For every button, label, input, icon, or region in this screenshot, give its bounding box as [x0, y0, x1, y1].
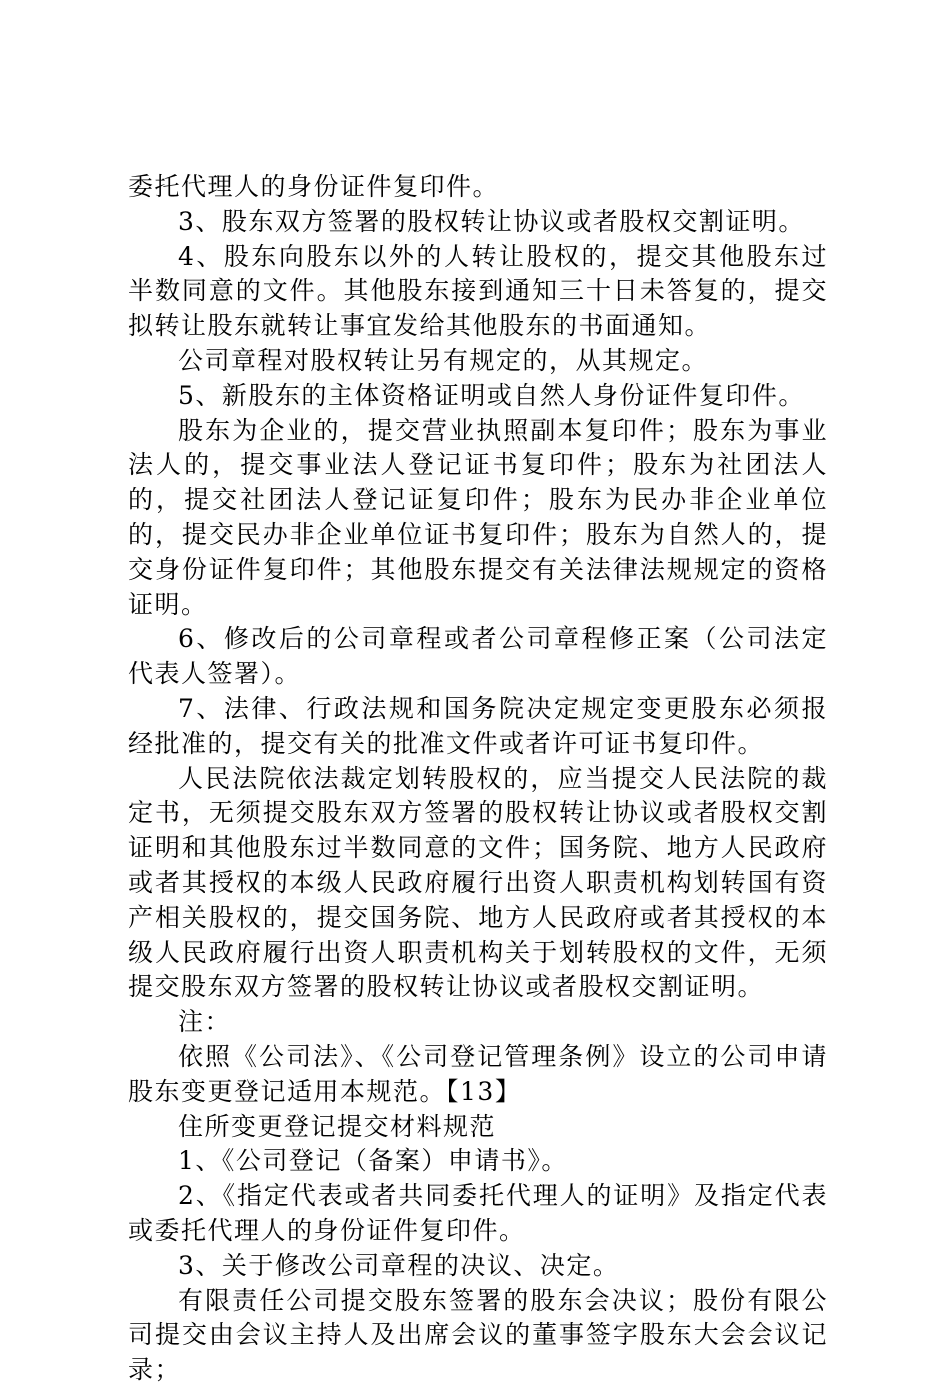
paragraph-0: 委托代理人的身份证件复印件。: [128, 172, 500, 201]
paragraph-7: 7、法律、行政法规和国务院决定规定变更股东必须报经批准的，提交有关的批准文件或者许可证书复印件。: [128, 693, 828, 758]
paragraph-10: 依照《公司法》、《公司登记管理条例》设立的公司申请股东变更登记适用本规范。【13】: [128, 1041, 828, 1106]
paragraph-15: 有限责任公司提交股东签署的股东会决议；股份有限公司提交由会议主持人及出席会议的董事签字股东大会会议记录；: [128, 1285, 828, 1385]
document-body: [128, 170, 828, 1388]
paragraph-12: 1、《公司登记（备案）申请书》。: [178, 1146, 568, 1176]
section-heading: 住所变更登记提交材料规范: [178, 1111, 497, 1141]
paragraph-2: 4、股东向股东以外的人转让股权的，提交其他股东过半数同意的文件。其他股东接到通知三十日未答复的，提交拟转让股东就转让事宜发给其他股东的书面通知。: [128, 241, 828, 341]
paragraph-3: 公司章程对股权转让另有规定的，从其规定。: [178, 345, 709, 375]
paragraph-9: 注：: [178, 1007, 232, 1037]
paragraph-8: 人民法院依法裁定划转股权的，应当提交人民法院的裁定书，无须提交股东双方签署的股权转让协议或者股权交割证明和其他股东过半数同意的文件；国务院、地方人民政府或者其授权的本级人民政府履行出资人职责机构划转国有资产相关股权的，提交国务院、地方人民政府或者其授权的本级人民政府履行出资人职责机构关于划转股权的文件，无须提交股东双方签署的股权转让协议或者股权交割证明。: [128, 763, 828, 1002]
paragraph-1: 3、股东双方签署的股权转让协议或者股权交割证明。: [178, 206, 805, 236]
paragraph-14: 3、关于修改公司章程的决议、决定。: [178, 1250, 620, 1280]
paragraph-6: 6、修改后的公司章程或者公司章程修正案（公司法定代表人签署）。: [128, 624, 828, 689]
paragraph-13: 2、《指定代表或者共同委托代理人的证明》及指定代表或委托代理人的身份证件复印件。: [128, 1181, 828, 1245]
paragraph-4: 5、新股东的主体资格证明或自然人身份证件复印件。: [178, 380, 805, 410]
paragraph-5: 股东为企业的，提交营业执照副本复印件；股东为事业法人的，提交事业法人登记证书复印件；股东为社团法人的，提交社团法人登记证复印件；股东为民办非企业单位的，提交民办非企业单位证书复印件；股东为自然人的，提交身份证件复印件；其他股东提交有关法律法规规定的资格证明。: [128, 415, 828, 619]
